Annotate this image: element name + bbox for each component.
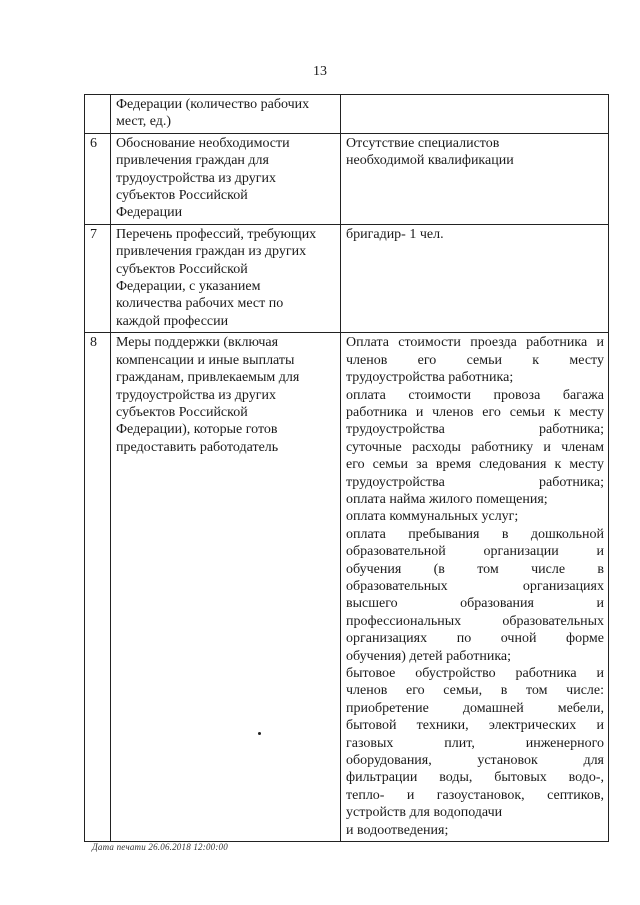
value-line: образовательных организациях <box>346 578 604 594</box>
parameter-line: Федерации), которые готов <box>116 422 278 438</box>
value-line: трудоустройства работника; <box>346 422 604 438</box>
table-row <box>85 224 609 332</box>
table-row <box>85 95 609 134</box>
parameter-line: Обоснование необходимости <box>116 135 290 151</box>
page-number: 13 <box>313 64 327 79</box>
parameter-line: привлечения граждан для <box>116 153 269 169</box>
row-value <box>341 133 609 224</box>
value-line: трудоустройства работника; <box>346 474 604 490</box>
parameter-line: субъектов Российской <box>116 404 248 420</box>
value-line: необходимой квалификации <box>346 153 514 169</box>
row-value <box>341 333 609 842</box>
parameter-line: компенсации и иные выплаты <box>116 352 295 368</box>
stray-dot <box>258 732 261 735</box>
value-line: членов его семьи к месту <box>346 352 604 368</box>
parameter-line: Перечень профессий, требующих <box>116 226 317 242</box>
parameter-line: Федерации <box>116 205 183 221</box>
value-line: бригадир- 1 чел. <box>346 226 444 242</box>
print-date-footer: Дата печати 26.06.2018 12:00:00 <box>92 842 228 852</box>
value-line: суточные расходы работнику и членам <box>346 439 604 455</box>
parameter-line: Федерации (количество рабочих <box>116 97 310 112</box>
row-number: 6 <box>85 133 111 224</box>
value-line: членов его семьи, в том числе: <box>346 683 604 699</box>
row-number: 8 <box>85 333 111 842</box>
value-line: оплата стоимости провоза багажа <box>346 387 604 403</box>
value-line: оплата найма жилого помещения; <box>346 491 548 507</box>
parameter-line: количества рабочих мест по <box>116 296 284 312</box>
value-line: газовых плит, инженерного <box>346 735 604 751</box>
value-line: профессиональных образовательных <box>346 613 604 629</box>
value-line: трудоустройства работника; <box>346 370 514 386</box>
table-row <box>85 333 609 842</box>
parameter-line: каждой профессии <box>116 313 229 329</box>
value-line: Оплата стоимости проезда работника и <box>346 335 604 351</box>
value-line: устройств для водоподачи <box>346 805 503 821</box>
value-line: работника и членов его семьи к месту <box>346 404 604 420</box>
value-line: оплата пребывания в дошкольной <box>346 526 604 542</box>
row-parameter <box>111 224 341 332</box>
value-line: высшего образования и <box>346 596 604 612</box>
row-number: 7 <box>85 224 111 332</box>
value-line: организациях по очной форме <box>346 631 604 647</box>
value-line: его семьи за время следования к месту <box>346 457 604 473</box>
row-parameter <box>111 95 341 134</box>
value-line: фильтрации воды, бытовых водо-, <box>346 770 604 786</box>
row-parameter <box>111 333 341 842</box>
parameter-line: трудоустройства из других <box>116 387 276 403</box>
parameter-line: Федерации, с указанием <box>116 279 261 295</box>
value-line: и водоотведения; <box>346 822 449 838</box>
row-value <box>341 224 609 332</box>
parameter-line: мест, ед.) <box>116 114 172 130</box>
row-value <box>341 95 609 134</box>
value-line: бытовое обустройство работника и <box>346 666 604 681</box>
value-line: образовательной организации и <box>346 544 604 560</box>
value-line: Отсутствие специалистов <box>346 135 500 151</box>
value-line: оплата коммунальных услуг; <box>346 509 519 525</box>
parameter-line: трудоустройства из других <box>116 170 276 186</box>
parameter-line: субъектов Российской <box>116 261 248 277</box>
table-row <box>85 133 609 224</box>
value-line: обучения (в том числе в <box>346 561 604 577</box>
value-line: обучения) детей работника; <box>346 648 512 664</box>
parameter-line: предоставить работодатель <box>116 439 279 455</box>
value-line: приобретение домашней мебели, <box>346 700 604 716</box>
value-line: оборудования, установок для <box>346 753 604 769</box>
document-table <box>84 94 609 842</box>
row-parameter <box>111 133 341 224</box>
value-line: тепло- и газоустановок, септиков, <box>346 787 604 803</box>
parameter-line: субъектов Российской <box>116 188 248 204</box>
parameter-line: Меры поддержки (включая <box>116 335 279 351</box>
row-number <box>85 95 111 134</box>
parameter-line: гражданам, привлекаемым для <box>116 370 300 386</box>
value-line: бытовой техники, электрических и <box>346 718 604 734</box>
parameter-line: привлечения граждан из других <box>116 244 307 260</box>
